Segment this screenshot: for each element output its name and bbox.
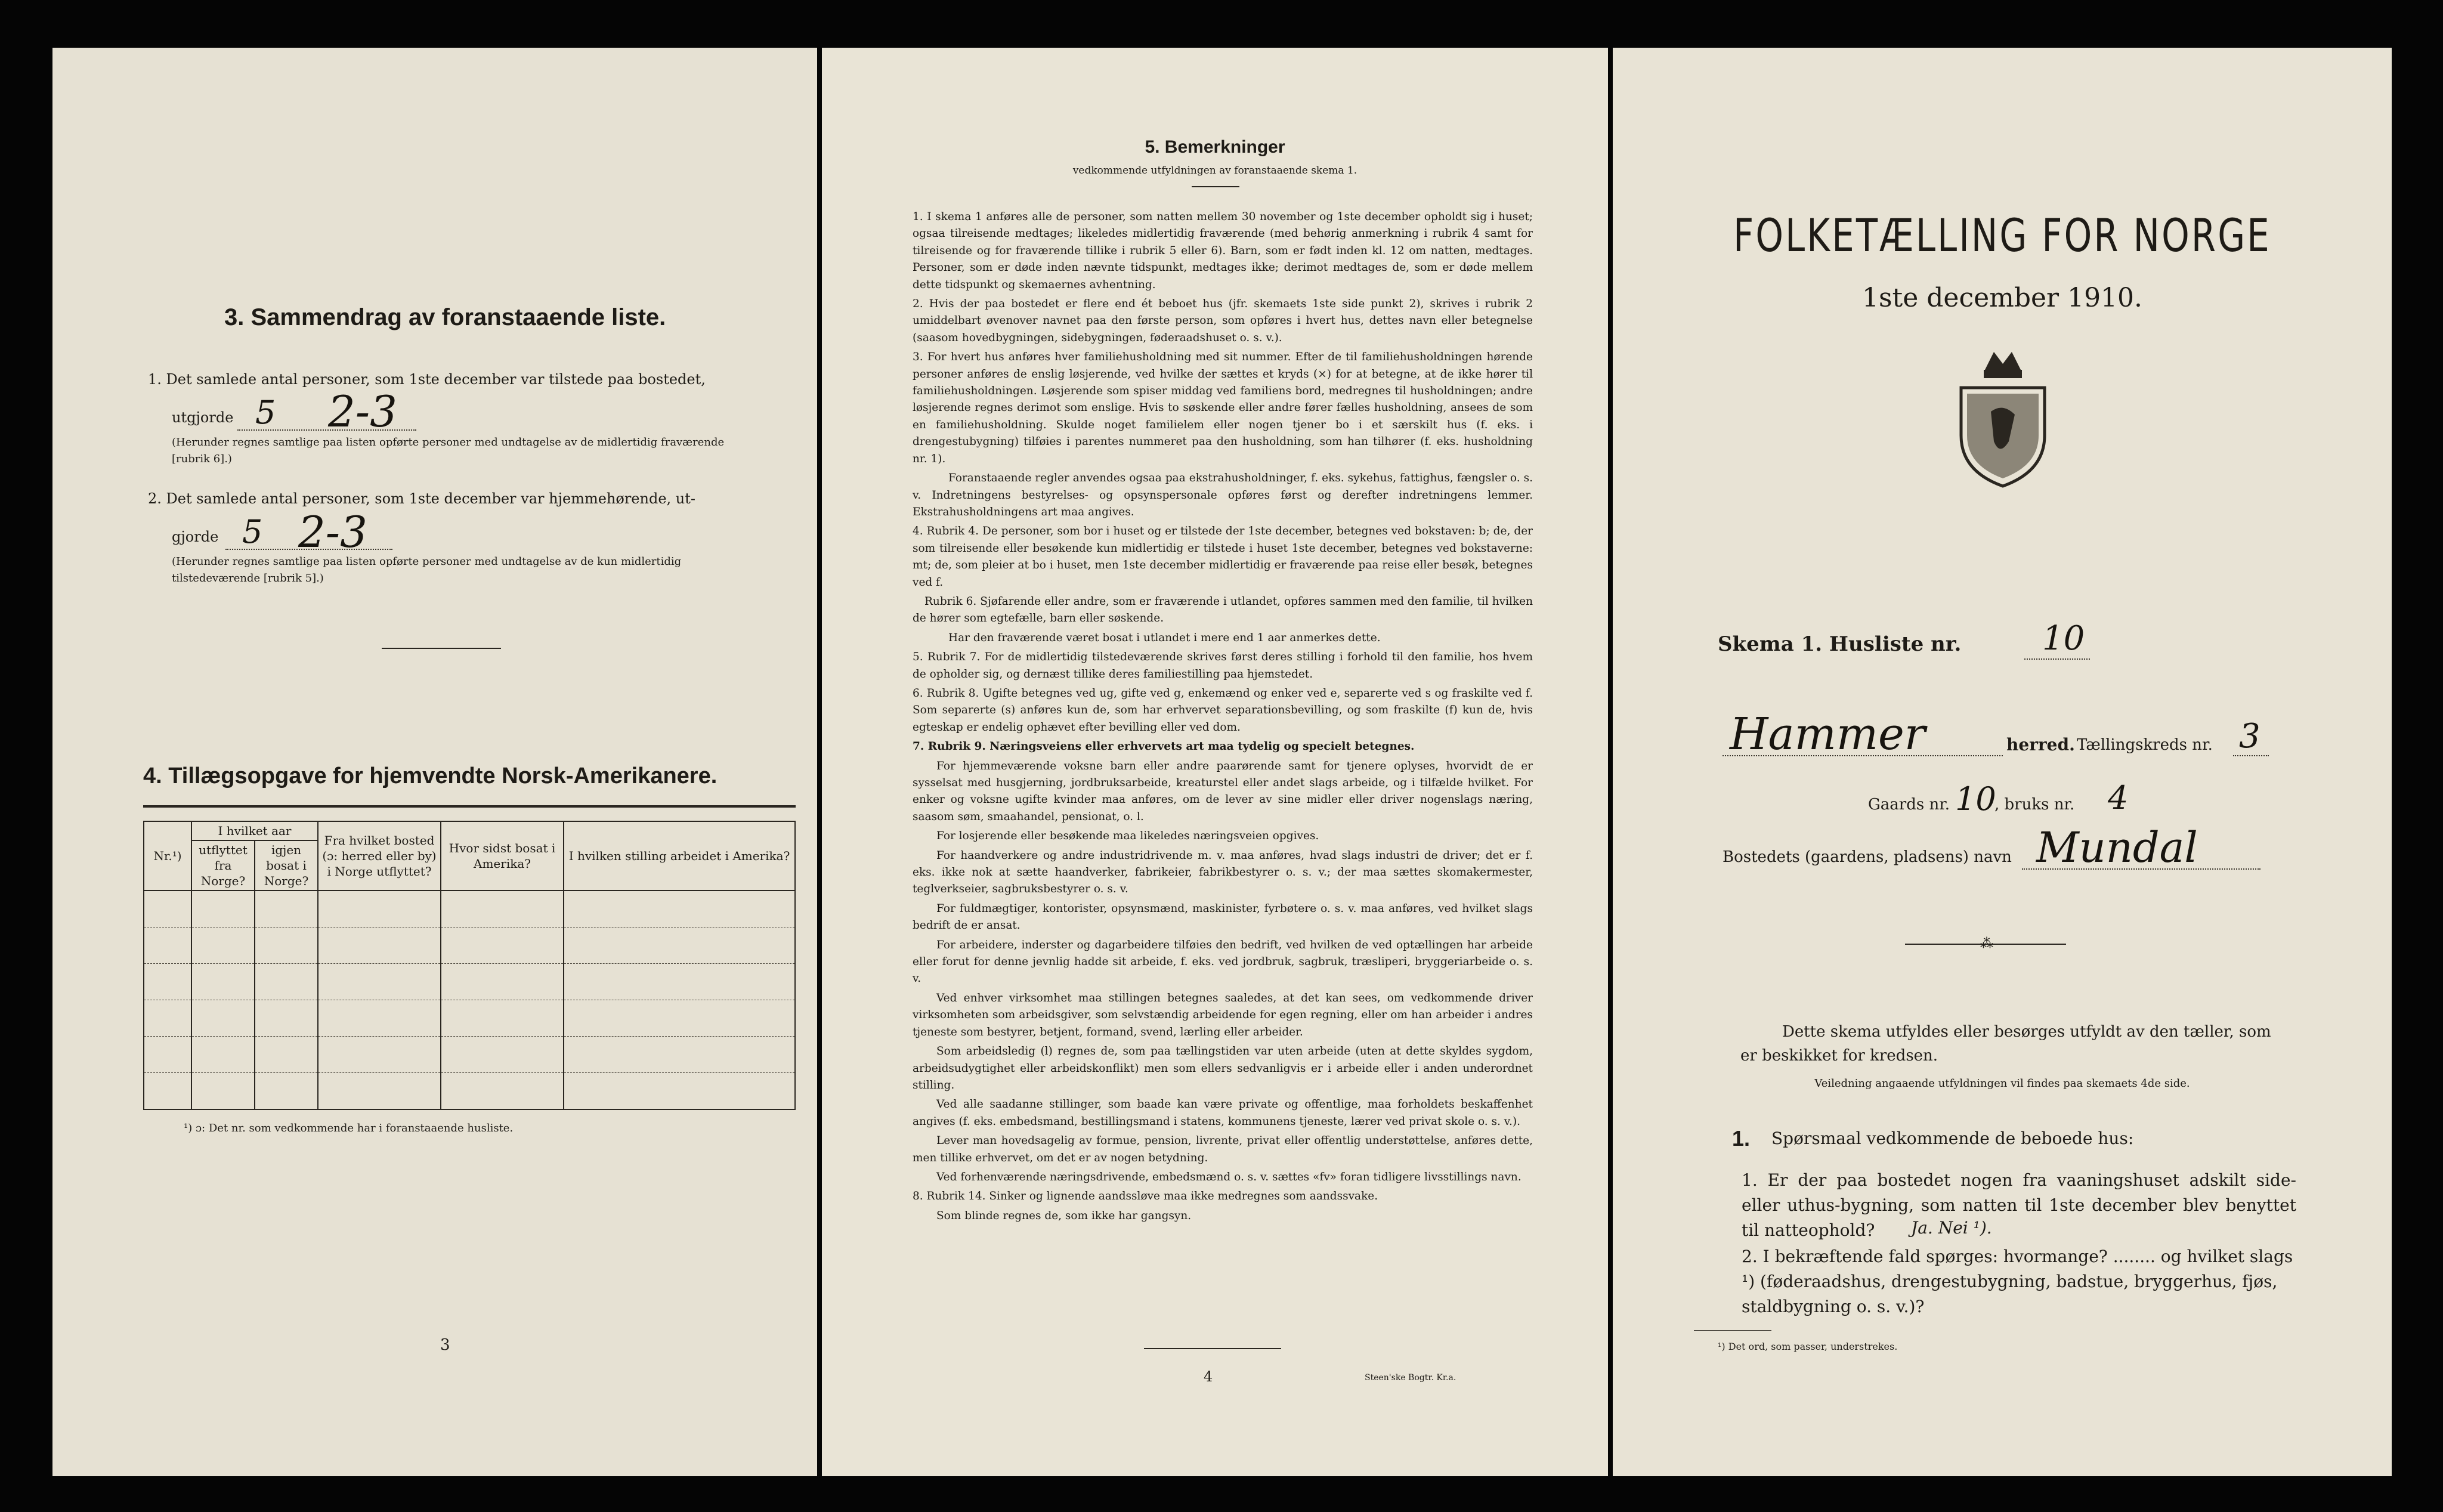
skema-label: Skema 1. Husliste nr. — [1718, 632, 1962, 656]
item2-handwritten-value: 2-3 — [298, 507, 367, 557]
kreds-label: Tællingskreds nr. — [2077, 736, 2213, 754]
remark-item: Rubrik 6. Sjøfarende eller andre, som er fraværende i utlandet, opføres sammen med den familie, til hvilken de hører som egtefælle, barn eller søskende. — [913, 595, 1533, 625]
item2-prefix: gjorde — [172, 528, 219, 545]
remark-item: 1. I skema 1 anføres alle de personer, som natten mellem 30 november og 1ste december opholdt sig i huset; ogsaa tilreisende medtages; likeledes midlertidig fraværende (med behørig anmerkning i rubrik 4 samt for tilreisende og for fraværende tillike i rubrik 5 eller 6). Barn, som er født inden kl. 12 om natten, medtages. Personer, som er døde inden nævnte tidspunkt, medtages ikke; derimot medtages de, som er døde mellem dette tidspunkt og skemaernes avhentning. — [913, 211, 1533, 291]
remark-item: For fuldmægtiger, kontorister, opsynsmænd, maskinister, fyrbøtere o. s. v. maa anføres, ved hvilket slags bedrift de er ansat. — [913, 902, 1533, 932]
remark-item: Ved forhenværende næringsdrivende, embedsmænd o. s. v. sættes «fv» foran tidligere livsstillings navn. — [936, 1170, 1522, 1183]
remarks-subtitle: vedkommende utfyldningen av foranstaaende skema 1. — [1072, 165, 1357, 177]
page-number: 3 — [440, 1336, 450, 1354]
item2-note: (Herunder regnes samtlige paa listen opførte personer med undtagelse av de kun midlertidig tilstedeværende [rubrik 5].) — [172, 555, 682, 585]
gaards-label: Gaards nr. — [1868, 796, 1950, 814]
table-footnote: ¹) ɔ: Det nr. som vedkommende har i foranstaaende husliste. — [184, 1122, 514, 1134]
remark-item: For haandverkere og andre industridrivende m. v. maa anføres, hvad slags industri de driver; det er f. eks. ikke nok at sætte haandverker, fabrikeier, fabrikbestyrer o. s. v.; der maa sættes skomakermester, teglverkseier, sagbruksbestyrer o. s. v. — [913, 849, 1533, 896]
remark-item: 7. Rubrik 9. Næringsveiens eller erhvervets art maa tydelig og specielt betegnes. — [913, 740, 1415, 753]
remark-item: For arbeidere, inderster og dagarbeidere tilføies den bedrift, ved hvilken de ved optællingen har arbeide eller forut for denne jevnlig hadde sit arbeide, f. eks. ved jordbruk, sagbruk, træsliperi, bryggeriarbeide o. s. v. — [913, 938, 1533, 985]
divider — [1192, 186, 1239, 187]
herred-label: herred. — [2006, 735, 2075, 755]
item1-handwritten-value: 2-3 — [328, 386, 397, 437]
remarks-title: 5. Bemerkninger — [1145, 137, 1285, 157]
remark-item: 5. Rubrik 7. For de midlertidig tilstedeværende skrives først deres stilling i forhold til den familie, hos hvem de opholder sig, og dernæst tillike deres familiestilling paa hjemstedet. — [913, 651, 1533, 681]
remark-item: Foranstaaende regler anvendes ogsaa paa ekstrahusholdninger, f. eks. sykehus, fattighus, fængsler o. s. v. Indretningens bestyrelses- og opsynspersonale opføres først og derefter indretningens lemmer. Ekstrahusholdningens art maa angives. — [913, 472, 1533, 518]
item1-text: 1. Det samlede antal personer, som 1ste december var tilstede paa bostedet, — [148, 371, 706, 388]
remark-item: 8. Rubrik 14. Sinker og lignende aandssløve maa ikke medregnes som aandssvake. — [913, 1190, 1378, 1203]
table-row — [144, 1037, 795, 1073]
table-row — [144, 1000, 795, 1037]
page-left — [52, 48, 817, 1476]
remark-item: Lever man hovedsagelig av formue, pension, livrente, privat eller offentlig understøttelse, anføres dette, men tillike erhvervet, om det er av nogen betydning. — [913, 1134, 1533, 1164]
husliste-line — [2024, 658, 2090, 660]
bosted-value: Mundal — [2036, 823, 2198, 872]
instruction-text: Dette skema utfyldes eller besørges utfyldt av den tæller, som er beskikket for kredsen. — [1740, 1023, 2271, 1065]
item2-text: 2. Det samlede antal personer, som 1ste december var hjemmehørende, ut- — [148, 490, 695, 507]
item1-note: (Herunder regnes samtlige paa listen opførte personer med undtagelse av de midlertidig fraværende [rubrik 6].) — [172, 436, 725, 465]
kreds-value: 3 — [2239, 717, 2260, 756]
bruks-label: , bruks nr. — [1994, 796, 2075, 814]
remark-item: 6. Rubrik 8. Ugifte betegnes ved ug, gifte ved g, enkemænd og enker ved e, separerte ved s og fraskilte ved f. Som separerte (s) anføres kun de, som har erhvervet separationsbevilling, og som fraskilte (f) kun de, hvis egteskap er endelig ophævet efter bevilling eller ved dom. — [913, 687, 1533, 734]
header-igjen: igjen bosat i Norge? — [255, 840, 318, 890]
section4-title: 4. Tillægsopgave for hjemvendte Norsk-Amerikanere. — [143, 763, 718, 789]
table-row — [144, 890, 795, 927]
footnote-rule — [1694, 1330, 1771, 1331]
gaards-value: 10 — [1955, 780, 1996, 818]
remarks-list — [913, 209, 1533, 1227]
header-stilling: I hvilken stilling arbeidet i Amerika? — [564, 821, 795, 890]
coat-of-arms-icon — [1949, 346, 2057, 489]
census-date: 1ste december 1910. — [1861, 283, 2143, 313]
table-row — [144, 964, 795, 1000]
header-utflyttet: utflyttet fra Norge? — [191, 840, 255, 890]
instruction-note: Veiledning angaaende utfyldningen vil findes paa skemaets 4de side. — [1814, 1077, 2190, 1090]
remark-item: 2. Hvis der paa bostedet er flere end ét beboet hus (jfr. skemaets 1ste side punkt 2), skrives i rubrik 2 umiddelbart øvenover navnet paa den første person, som opføres i hvert hus, dettes navn eller betegnelse (saasom hovedbygningen, sidebygningen, føderaadshuset o. s. v.). — [913, 298, 1533, 344]
question-2: 2. I bekræftende fald spørges: hvormange? ........ og hvilket slags ¹) (føderaadshus, drengestubygning, badstue, bryggerhus, fjøs, staldbygning o. s. v.)? — [1742, 1247, 2293, 1316]
footnote: ¹) Det ord, som passer, understrekes. — [1718, 1341, 1898, 1352]
page-number: 4 — [1204, 1368, 1213, 1385]
remark-item: Ved enhver virksomhet maa stillingen betegnes saaledes, at det kan sees, om vedkommende driver virksomheten som arbeidsgiver, som selvstændig arbeidende for egen regning, eller om han arbeider i andres tjeneste som bestyrer, betjent, formand, svend, lærling eller arbeider. — [913, 991, 1533, 1038]
question-1-answer: Ja. Nei ¹). — [1911, 1218, 1992, 1238]
table-row — [144, 927, 795, 964]
table-top-rule — [143, 805, 796, 808]
remark-item: For hjemmeværende voksne barn eller andre paarørende samt for tjenere oplyses, hvorvidt de er sysselsat med husgjerning, jordbruksarbeide, kreaturstel eller andet slags arbeide, og i tilfælde hvilket. For enker og voksne ugifte kvinder maa anføres, om de lever av sine midler eller driver nogenslags næring, saasom søm, smaahandel, pensionat, o. l. — [913, 759, 1533, 823]
bosted-label: Bostedets (gaardens, pladsens) navn — [1723, 848, 2012, 866]
header-group: I hvilket aar — [191, 821, 318, 840]
page-right — [1613, 48, 2392, 1476]
section3-title: 3. Sammendrag av foranstaaende liste. — [224, 304, 666, 330]
remark-item: Som arbeidsledig (l) regnes de, som paa tællingstiden var uten arbeide (uten at dette skyldes sygdom, arbeidsudygtighet eller arbeidskonflikt) men som ellers sedvanligvis er i arbeide eller i anden underordnet stilling. — [913, 1045, 1533, 1092]
item2-value: 5 — [242, 513, 263, 551]
husliste-number: 10 — [2042, 619, 2085, 658]
ornament-icon: ⁂ — [1980, 936, 1993, 951]
main-title: FOLKETÆLLING FOR NORGE — [1733, 209, 2271, 262]
question-1: 1. Er der paa bostedet nogen fra vaaningshuset adskilt side- eller uthus-bygning, som natten til 1ste december blev benyttet til natteophold? — [1742, 1170, 2296, 1240]
question-heading: Spørsmaal vedkommende de beboede hus: — [1771, 1128, 2134, 1148]
remark-item: Som blinde regnes de, som ikke har gangsyn. — [936, 1209, 1192, 1222]
printer-mark: Steen'ske Bogtr. Kr.a. — [1365, 1373, 1456, 1383]
bruks-value: 4 — [2108, 779, 2129, 817]
herred-value: Hammer — [1730, 709, 1926, 760]
remark-item: For losjerende eller besøkende maa likeledes næringsveien opgives. — [936, 830, 1319, 843]
header-hvor: Hvor sidst bosat i Amerika? — [441, 821, 564, 890]
remark-item: 3. For hvert hus anføres hver familiehusholdning med sit nummer. Efter de til familiehusholdningen hørende personer anføres de enslig løsjerende, ved hvilke der sættes et kryds (×) for at betegne, at de ikke hører til familiehusholdningen. Løsjerende som spiser middag ved familiens bord, medregnes til husholdningen; andre løsjerende regnes derimot som enslige. Hvis to søskende eller andre fører fælles husholdning, ansees de som en familiehusholdning. Skulde noget familielem eller nogen tjener bo i et særskilt hus (f. eks. i drengestubygning) tilføies i parentes nummeret paa den husholdning, som han tilhører (f. eks. husholdning nr. 1). — [913, 351, 1533, 465]
remark-item: 4. Rubrik 4. De personer, som bor i huset og er tilstede der 1ste december, betegnes ved bokstaven: b; de, der som tilreisende eller besøkende kun midlertidig er tilstede i huset 1ste december, betegnes ved bokstaverne: mt; de, som pleier at bo i huset, men 1ste december midlertidig er fraværende paa reise eller besøk, betegnes ved f. — [913, 525, 1533, 589]
item1-value: 5 — [255, 394, 276, 431]
norsk-amerikanere-table — [143, 821, 796, 1110]
header-fra: Fra hvilket bosted (ɔ: herred eller by) i Norge utflyttet? — [318, 821, 441, 890]
remark-item: Ved alle saadanne stillinger, som baade kan være private og offentlige, maa forholdets beskaffenhet angives (f. eks. embedsmand, bestillingsmand i statens, kommunens tjeneste, lærer ved privat skole o. s. v.). — [913, 1098, 1533, 1128]
page-middle — [822, 48, 1608, 1476]
item1-prefix: utgjorde — [172, 409, 234, 426]
header-nr: Nr.¹) — [144, 821, 191, 890]
remark-item: Har den fraværende været bosat i utlandet i mere end 1 aar anmerkes dette. — [948, 631, 1381, 644]
question-heading-number: 1. — [1732, 1126, 1751, 1151]
divider — [382, 648, 501, 649]
divider — [1144, 1348, 1281, 1349]
table-row — [144, 1073, 795, 1110]
